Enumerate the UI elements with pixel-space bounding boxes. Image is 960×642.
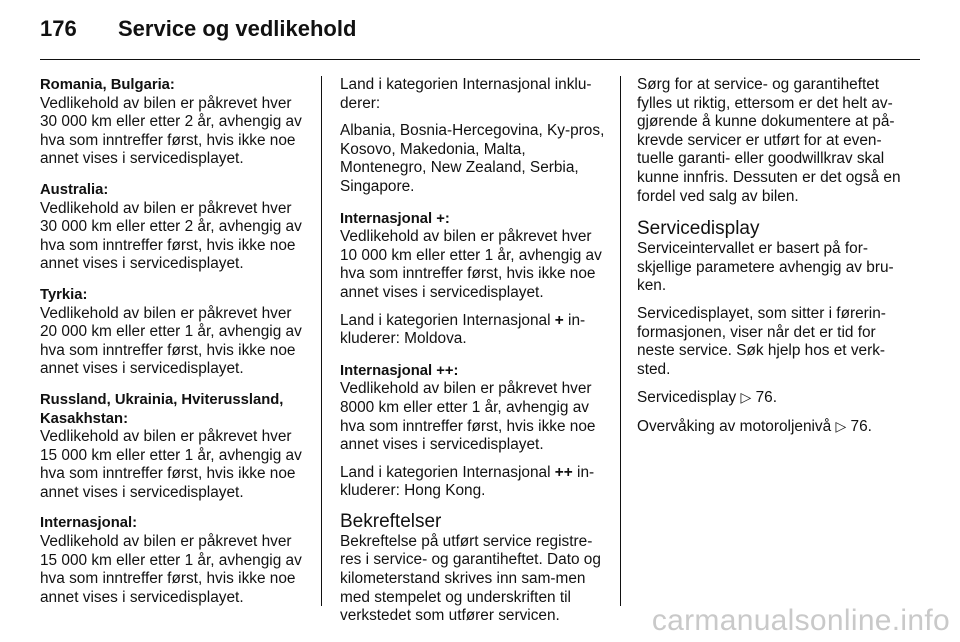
region-text: Vedlikehold av bilen er påkrevet hver 20 000 km eller etter 1 år, avhengig av hva som inntreffer først, hvis ikke noe annet vises i servicedisplayet.	[40, 304, 302, 378]
paragraph: Serviceintervallet er basert på for-skjellige parametere avhengig av bru-ken.	[637, 240, 894, 295]
column-3	[637, 76, 912, 446]
region-text: Vedlikehold av bilen er påkrevet hver 8000 km eller etter 1 år, avhengig av hva som inntreffer først, hvis ikke noe annet vises i servicedisplayet.	[340, 380, 596, 454]
page-title: Service og vedlikehold	[118, 16, 357, 41]
region-heading: Romania, Bulgaria:	[40, 77, 175, 93]
country-list-suffix: in-kluderer: Moldova.	[340, 311, 586, 348]
country-list-prefix: Land i kategorien Internasjonal	[340, 311, 555, 329]
region-text: Vedlikehold av bilen er påkrevet hver 15 000 km eller etter 1 år, avhengig av hva som inntreffer først, hvis ikke noe annet vises i servicedisplayet.	[40, 533, 302, 606]
region-text: Vedlikehold av bilen er påkrevet hver 30 000 km eller etter 2 år, avhengig av hva som inntreffer først, hvis ikke noe annet vises i servicedisplayet.	[40, 94, 302, 168]
category-sign: +	[554, 311, 564, 329]
region-block	[40, 286, 308, 379]
triangle-right-icon: ▷	[835, 417, 847, 434]
cross-reference-page: 76.	[751, 389, 777, 407]
cross-reference[interactable]	[637, 417, 912, 437]
cross-reference-label: Servicedisplay	[637, 389, 741, 407]
bekreftelser-text: Bekreftelse på utført service registre-res i service- og garantiheftet. Dato og kilometerstand skrives inn sam-men med stempelet og underskriften til verkstedet som utfører servicen.	[340, 532, 601, 625]
country-list	[340, 312, 605, 349]
column-divider	[620, 76, 621, 606]
region-block	[40, 181, 308, 274]
region-heading: Internasjonal +:	[340, 210, 450, 227]
column-divider	[321, 76, 322, 606]
country-list-prefix: Land i kategorien Internasjonal	[340, 463, 555, 481]
region-text: Vedlikehold av bilen er påkrevet hver 15 000 km eller etter 1 år, avhengig av hva som inntreffer først, hvis ikke noe annet vises i servicedisplayet.	[40, 428, 302, 501]
region-text: Vedlikehold av bilen er påkrevet hver 30 000 km eller etter 2 år, avhengig av hva som inntreffer først, hvis ikke noe annet vises i servicedisplayet.	[40, 199, 302, 273]
region-block	[40, 391, 308, 503]
region-block	[340, 362, 605, 455]
category-intro: Land i kategorien Internasjonal inklu-derer:	[340, 76, 592, 112]
region-block	[340, 210, 605, 303]
section-heading-servicedisplay: Servicedisplay	[637, 218, 760, 240]
column-2	[340, 76, 605, 635]
triangle-right-icon: ▷	[740, 389, 752, 406]
cross-reference[interactable]	[637, 388, 912, 408]
section-heading-bekreftelser: Bekreftelser	[340, 510, 442, 532]
page-number: 176	[40, 16, 77, 41]
region-heading: Tyrkia:	[40, 286, 88, 303]
watermark: carmanualsonline.info	[651, 604, 950, 637]
paragraph: Sørg for at service- og garantiheftet fylles ut riktig, ettersom er det helt av-gjørende å kunne dokumentere at på-krevde servicer er utført for at even-tuelle garanti- eller goodwillkrav skal kunne innfris. Dessuten er det også en fordel ved salg av bilen.	[637, 76, 901, 205]
column-1	[40, 76, 308, 619]
cross-reference-page: 76.	[846, 417, 872, 435]
header-rule	[40, 59, 920, 60]
cross-reference-label: Overvåking av motoroljenivå	[637, 417, 836, 435]
country-list	[340, 464, 605, 501]
country-list: Albania, Bosnia-Hercegovina, Ky-pros, Kosovo, Makedonia, Malta, Montenegro, New Zealand, Serbia, Singapore.	[340, 122, 605, 195]
category-sign: ++	[554, 463, 573, 481]
paragraph: Servicedisplayet, som sitter i førerin-formasjonen, viser når det er tid for neste service. Søk hjelp hos et verk-sted.	[637, 304, 886, 378]
region-heading: Australia:	[40, 181, 109, 198]
region-block	[40, 76, 308, 169]
region-heading: Internasjonal ++:	[340, 362, 459, 379]
region-heading: Russland, Ukrainia, Hviterussland, Kasakhstan:	[40, 391, 284, 427]
country-list-suffix: in-kluderer: Hong Kong.	[340, 463, 595, 500]
region-heading: Internasjonal:	[40, 515, 138, 532]
page-header	[40, 16, 356, 48]
region-block	[40, 514, 308, 607]
region-text: Vedlikehold av bilen er påkrevet hver 10 000 km eller etter 1 år, avhengig av hva som inntreffer først, hvis ikke noe annet vises i servicedisplayet.	[340, 228, 602, 301]
